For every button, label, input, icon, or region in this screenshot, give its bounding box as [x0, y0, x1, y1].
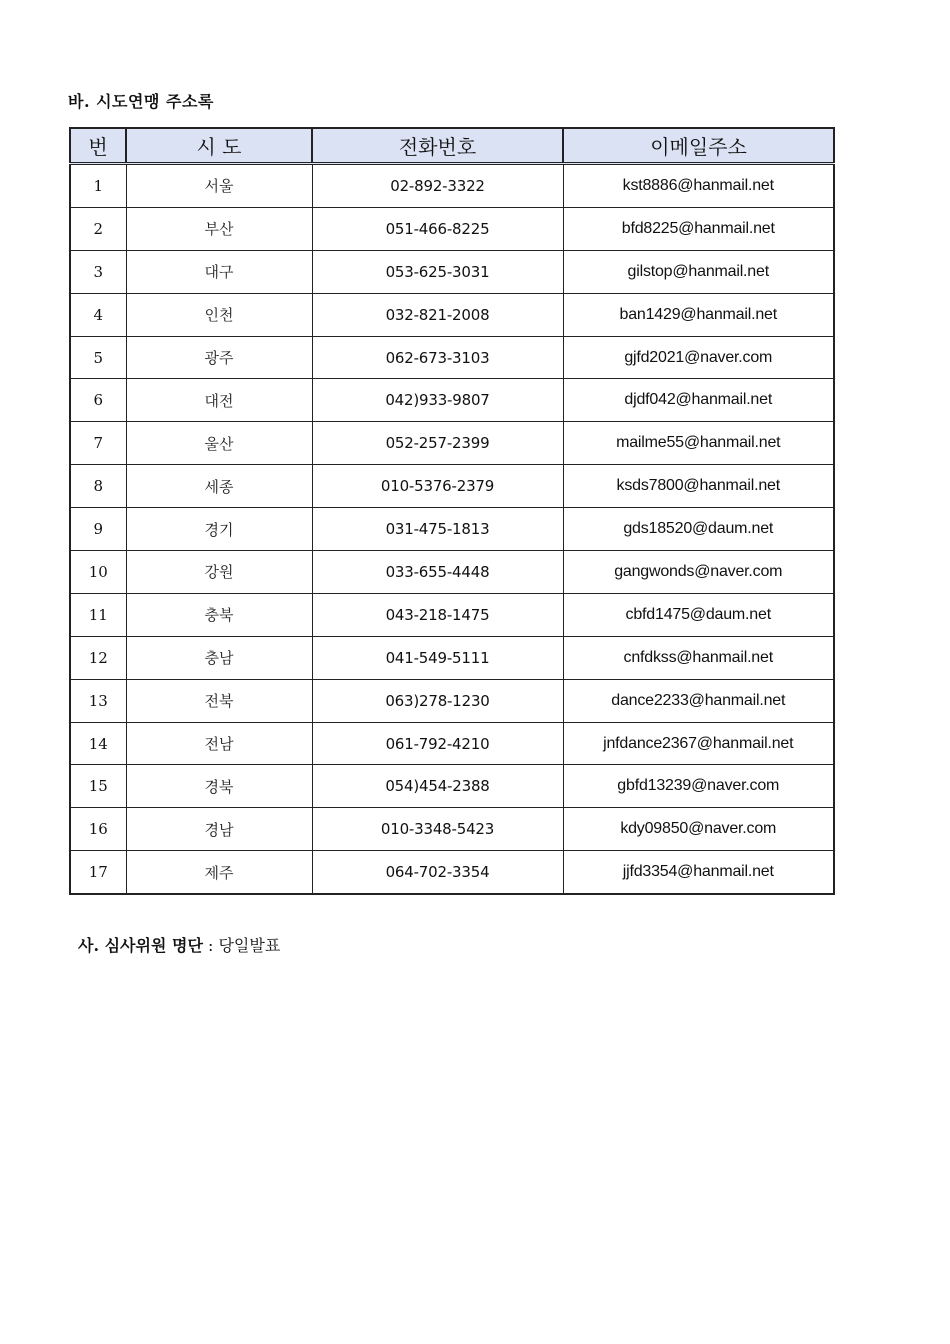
row-number: 17 [70, 851, 126, 894]
row-region: 대전 [126, 379, 312, 422]
row-number: 7 [70, 422, 126, 465]
row-phone: 042)933-9807 [312, 379, 563, 422]
row-region: 제주 [126, 851, 312, 894]
row-email: jnfdance2367@hanmail.net [563, 722, 834, 765]
row-number: 11 [70, 593, 126, 636]
row-number: 12 [70, 636, 126, 679]
table-header-row [70, 128, 834, 164]
row-email: cbfd1475@daum.net [563, 593, 834, 636]
row-region: 전남 [126, 722, 312, 765]
row-phone: 033-655-4448 [312, 551, 563, 594]
row-phone: 051-466-8225 [312, 207, 563, 250]
row-number: 5 [70, 336, 126, 379]
row-email: jjfd3354@hanmail.net [563, 851, 834, 894]
row-number: 16 [70, 808, 126, 851]
table-row [70, 465, 834, 508]
row-number: 13 [70, 679, 126, 722]
header-email: 이메일주소 [563, 128, 834, 164]
table-row [70, 593, 834, 636]
table-row [70, 164, 834, 208]
row-number: 4 [70, 293, 126, 336]
table-row [70, 765, 834, 808]
header-region: 시 도 [126, 128, 312, 164]
row-region: 대구 [126, 250, 312, 293]
row-region: 충남 [126, 636, 312, 679]
row-email: gds18520@daum.net [563, 508, 834, 551]
row-region: 서울 [126, 164, 312, 208]
table-row [70, 379, 834, 422]
judges-label: 사. 심사위원 명단 [78, 936, 203, 955]
row-region: 인천 [126, 293, 312, 336]
table-row [70, 422, 834, 465]
row-phone: 041-549-5111 [312, 636, 563, 679]
row-number: 3 [70, 250, 126, 293]
row-number: 10 [70, 551, 126, 594]
table-row [70, 679, 834, 722]
row-email: cnfdkss@hanmail.net [563, 636, 834, 679]
row-number: 15 [70, 765, 126, 808]
row-phone: 010-3348-5423 [312, 808, 563, 851]
row-phone: 054)454-2388 [312, 765, 563, 808]
row-number: 6 [70, 379, 126, 422]
row-number: 9 [70, 508, 126, 551]
row-region: 광주 [126, 336, 312, 379]
table-row [70, 851, 834, 894]
row-email: dance2233@hanmail.net [563, 679, 834, 722]
table-row [70, 722, 834, 765]
row-email: gjfd2021@naver.com [563, 336, 834, 379]
row-phone: 064-702-3354 [312, 851, 563, 894]
header-number: 번 [70, 128, 126, 164]
row-email: ban1429@hanmail.net [563, 293, 834, 336]
section-judges [78, 933, 280, 956]
row-region: 경북 [126, 765, 312, 808]
row-phone: 031-475-1813 [312, 508, 563, 551]
row-phone: 02-892-3322 [312, 164, 563, 208]
row-region: 강원 [126, 551, 312, 594]
table-row [70, 808, 834, 851]
row-email: kdy09850@naver.com [563, 808, 834, 851]
row-region: 경기 [126, 508, 312, 551]
row-phone: 032-821-2008 [312, 293, 563, 336]
judges-separator: : [202, 936, 219, 955]
row-region: 부산 [126, 207, 312, 250]
row-email: bfd8225@hanmail.net [563, 207, 834, 250]
row-email: gangwonds@naver.com [563, 551, 834, 594]
row-region: 전북 [126, 679, 312, 722]
row-phone: 053-625-3031 [312, 250, 563, 293]
row-email: gbfd13239@naver.com [563, 765, 834, 808]
row-region: 충북 [126, 593, 312, 636]
table-row [70, 508, 834, 551]
row-phone: 052-257-2399 [312, 422, 563, 465]
row-email: gilstop@hanmail.net [563, 250, 834, 293]
table-row [70, 551, 834, 594]
row-phone: 062-673-3103 [312, 336, 563, 379]
header-phone: 전화번호 [312, 128, 563, 164]
row-number: 1 [70, 164, 126, 208]
row-phone: 043-218-1475 [312, 593, 563, 636]
row-region: 세종 [126, 465, 312, 508]
table-row [70, 636, 834, 679]
row-email: kst8886@hanmail.net [563, 164, 834, 208]
row-phone: 063)278-1230 [312, 679, 563, 722]
row-phone: 010-5376-2379 [312, 465, 563, 508]
table-row [70, 336, 834, 379]
judges-value: 당일발표 [218, 936, 281, 955]
row-email: djdf042@hanmail.net [563, 379, 834, 422]
row-email: ksds7800@hanmail.net [563, 465, 834, 508]
federation-directory-table [69, 127, 835, 895]
table-row [70, 293, 834, 336]
row-region: 경남 [126, 808, 312, 851]
row-phone: 061-792-4210 [312, 722, 563, 765]
table-row [70, 207, 834, 250]
row-number: 8 [70, 465, 126, 508]
row-number: 14 [70, 722, 126, 765]
row-email: mailme55@hanmail.net [563, 422, 834, 465]
table-row [70, 250, 834, 293]
section-title-directory: 바. 시도연맹 주소록 [68, 92, 214, 111]
row-region: 울산 [126, 422, 312, 465]
row-number: 2 [70, 207, 126, 250]
